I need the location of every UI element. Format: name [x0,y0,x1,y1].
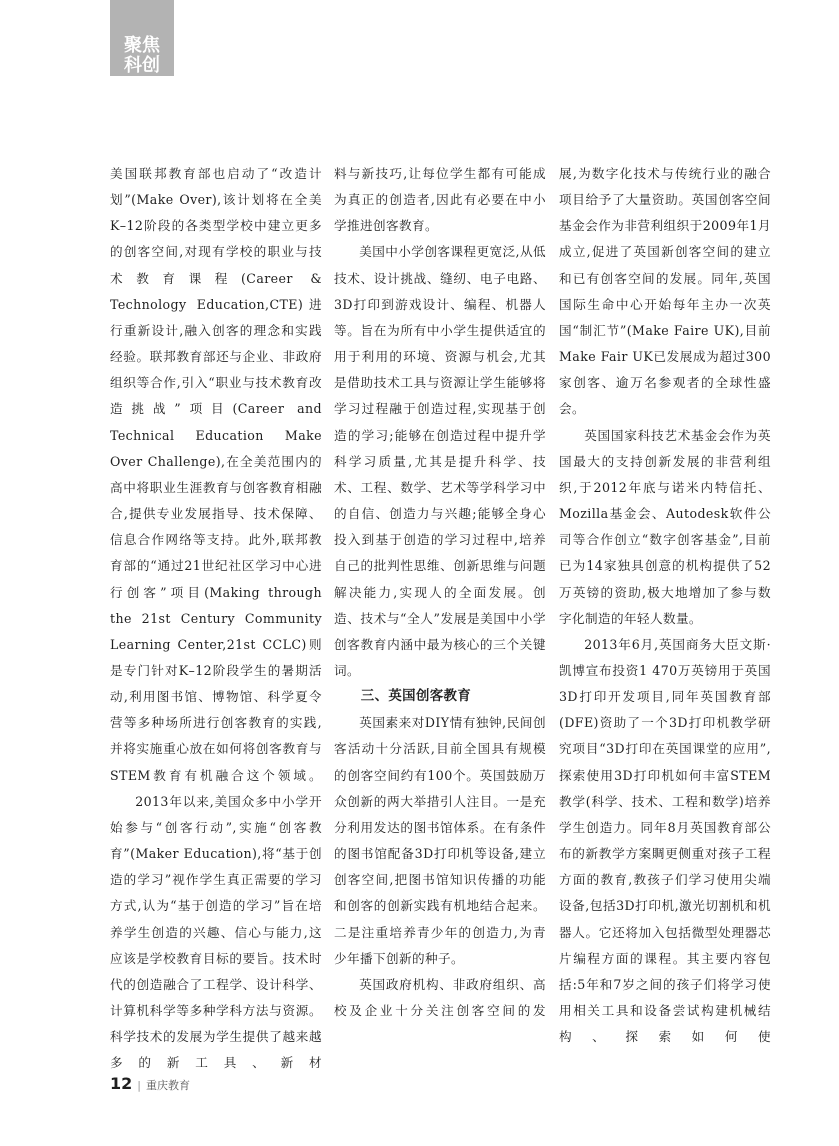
section-tab-line1: 聚焦 [124,35,160,56]
paragraph: 料与新技巧,让每位学生都有可能成为真正的创造者,因此有必要在中小学推进创客教育。 [334,166,546,234]
text-column-2 [334,161,546,1024]
text-column-3 [559,161,771,1050]
paragraph: 美国中小学创客课程更宽泛,从低技术、设计挑战、缝纫、电子电路、3D打印到游戏设计、编程、机器人等。旨在为所有中小学生提供适宜的用于利用的环境、资源与机会,尤其是借助技术工具与资源让学生能够将学习过程融于创造过程,实现基于创造的学习;能够在创造过程中提升学科学习质量,尤其是提升科学、技术、工程、数学、艺术等学科学习中的自信、创造力与兴趣;能够全身心投入到基于创造的学习过程中,培养自己的批判性思维、创新思维与问题解决能力,实现人的全面发展。创造、技术与“全人”发展是美国中小学创客教育内涵中最为核心的三个关键词。 [334,244,546,678]
paragraph: 美国联邦教育部也启动了“改造计划”(Make Over),该计划将在全美K–12阶段的各类型学校中建立更多的创客空间,对现有学校的职业与技术教育课程(Career & Technology Education,CTE)进行重新设计,融入创客的理念和实践经验。联邦教育部还与企业、非政府组织等合作,引入“职业与技术教育改造挑战”项目(Career and Technical Education Make Over Challenge),在全美范围内的高中将职业生涯教育与创客教育相融合,提供专业发展指导、技术保障、信息合作网络等支持。此外,联邦教育部的“通过21世纪社区学习中心进行创客”项目(Making through the 21st Century Community Learning Center,21st CCLC)则是专门针对K–12阶段学生的暑期活动,利用图书馆、博物馆、科学夏令营等多种场所进行创客教育的实践,并将实施重心放在如何将创客教育与STEM教育有机融合这个领域。 [110,166,322,783]
section-tab [110,0,174,76]
paragraph: 英国国家科技艺术基金会作为英国最大的支持创新发展的非营利组织,于2012年底与诺米内特信托、Mozilla基金会、Autodesk软件公司等合作创立“数字创客基金”,目前已为14家独具创意的机构提供了52万英镑的资助,极大地增加了参与数字化制造的年轻人数量。 [559,427,771,626]
paragraph: 英国素来对DIY情有独钟,民间创客活动十分活跃,目前全国具有规模的创客空间约有100个。英国鼓励万众创新的两大举措引人注目。一是充分利用发达的图书馆体系。在有条件的图书馆配备3D打印机等设备,建立创客空间,把图书馆知识传播的功能和创客的创新实践有机地结合起来。二是注重培养青少年的创造力,为青少年播下创新的种子。 [334,715,546,966]
section-heading: 三、英国创客教育 [360,689,472,705]
paragraph: 英国政府机构、非政府组织、高校及企业十分关注创客空间的发 [334,976,546,1018]
journal-name: 重庆教育 [145,1079,190,1092]
page-footer [110,1074,190,1093]
footer-separator: | [137,1079,141,1092]
text-column-1 [110,161,322,1076]
paragraph: 展,为数字化技术与传统行业的融合项目给予了大量资助。英国创客空间基金会作为非营利组织于2009年1月成立,促进了英国新创客空间的建立和已有创客空间的发展。同年,英国国际生命中心开始每年主办一次英国“制汇节”(Make Faire UK),目前Make Fair UK已发展成为超过300家创客、逾万名参观者的全球性盛会。 [559,166,771,417]
page-number: 12 [110,1074,133,1093]
paragraph: 2013年6月,英国商务大臣文斯·凯博宣布投资1 470万英镑用于英国3D打印开发项目,同年英国教育部(DFE)资助了一个3D打印机教学研究项目“3D打印在英国课堂的应用”,探索使用3D打印机如何丰富STEM教学(科学、技术、工程和数学)培养学生创造力。同年8月英国教育部公布的新教学方案賙更侧重对孩子工程方面的教育,教孩子们学习使用尖端设备,包括3D打印机,激光切割机和机器人。它还将加入包括微型处理器芯片编程方面的课程。其主要内容包括:5年和7岁之间的孩子们将学习使用相关工具和设备尝试构建机械结构、探索如何使 [559,636,771,1045]
section-tab-line2: 科创 [124,55,160,76]
paragraph: 2013年以来,美国众多中小学开始参与“创客行动”,实施“创客教育”(Maker Education),将“基于创造的学习”视作学生真正需要的学习方式,认为“基于创造的学习”旨在培养学生创造的兴趣、信心与能力,这应该是学校教育目标的要旨。技术时代的创造融合了工程学、设计科学、计算机科学等多种学科方法与资源。科学技术的发展为学生提供了越来越多的新工具、新材 [110,793,322,1071]
